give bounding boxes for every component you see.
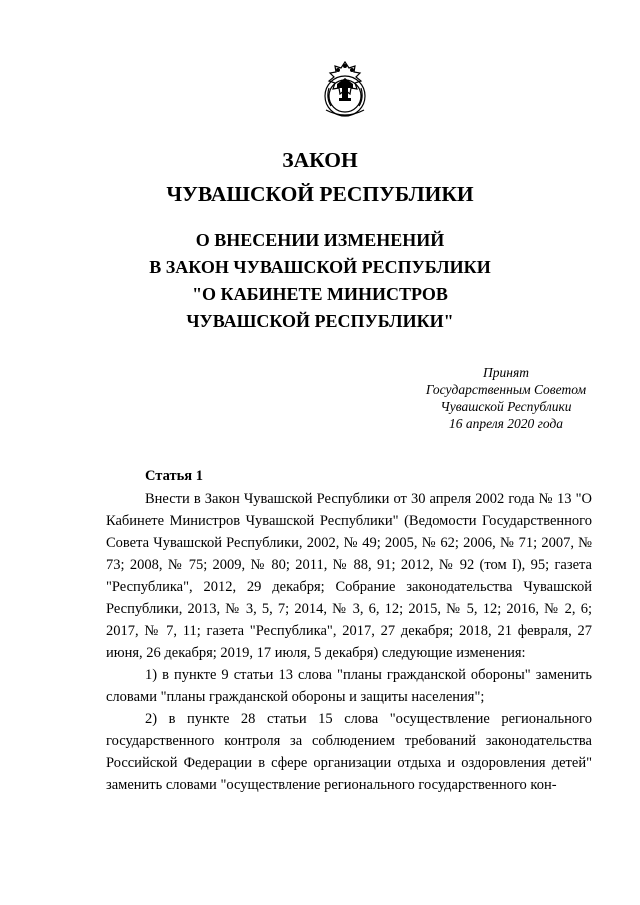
adoption-note xyxy=(380,364,632,432)
republic-title: ЧУВАШСКОЙ РЕСПУБЛИКИ xyxy=(166,182,474,206)
adoption-line-2: Государственным Советом xyxy=(425,382,587,397)
amendment-item-2: 2) в пункте 28 статьи 15 слова "осуществление регионального государственного контроля за соблюдением требований законодательства Российской Федерации в сфере организации отдыха и оздоровления детей" заменить словами "осуществление регионального государственного кон- xyxy=(106,711,592,793)
article-body xyxy=(106,488,592,796)
article-heading: Статья 1 xyxy=(145,468,203,484)
coat-of-arms-emblem xyxy=(316,58,374,122)
article-intro-paragraph: Внести в Закон Чувашской Республики от 30 апреля 2002 года № 13 "О Кабинете Министров Чувашской Республики" (Ведомости Государственного Совета Чувашской Республики, 2002, № 49; 2005, № 62; 2006, № 71; 2007, № 73; 2008, № 75; 2009, № 80; 2011, № 88, 91; 2012, № 92 (том I), 95; газета "Республика", 2012, 29 декабря; Собрание законодательства Чувашской Республики, 2013, № 3, 5, 7; 2014, № 3, 6, 12; 2015, № 5, 12; 2016, № 2, 6; 2017, № 7, 11; газета "Республика", 2017, 27 декабря; 2018, 21 февраля, 27 июня, 26 декабря; 2019, 17 июля, 5 декабря) следующие изменения: xyxy=(106,491,592,661)
adoption-line-1: Принят xyxy=(483,365,529,380)
adoption-line-3: Чувашской Республики xyxy=(440,399,572,414)
law-subject-line-4: ЧУВАШСКОЙ РЕСПУБЛИКИ" xyxy=(186,311,454,331)
law-subject-line-1: О ВНЕСЕНИИ ИЗМЕНЕНИЙ xyxy=(195,230,445,250)
document-type-title: ЗАКОН xyxy=(282,148,358,172)
law-subject-line-3: "О КАБИНЕТЕ МИНИСТРОВ xyxy=(192,284,448,304)
law-subject-line-2: В ЗАКОН ЧУВАШСКОЙ РЕСПУБЛИКИ xyxy=(149,257,491,277)
amendment-item-1: 1) в пункте 9 статьи 13 слова "планы гражданской обороны" заменить словами "планы гражданской обороны и защиты населения"; xyxy=(106,667,592,705)
adoption-date: 16 апреля 2020 года xyxy=(448,416,564,431)
